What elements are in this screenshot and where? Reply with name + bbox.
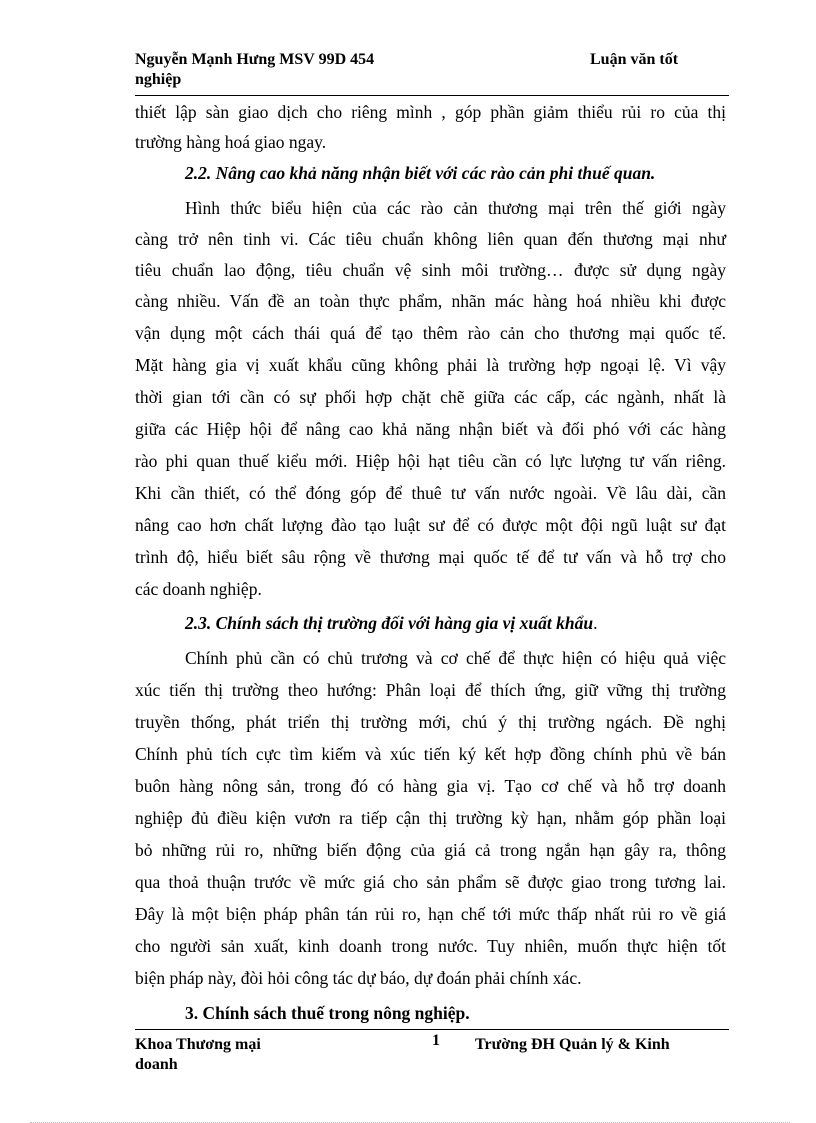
body-line: trình độ, hiểu biết sâu rộng về thương mại quốc tế để tư vấn và hỗ trợ cho — [135, 547, 726, 567]
body-line: thời gian tới cần có sự phối hợp chặt chẽ giữa các cấp, các ngành, nhất là — [135, 387, 726, 407]
section-heading-2-2: 2.2. Nâng cao khả năng nhận biết với các rào cản phi thuế quan. — [185, 163, 656, 183]
body-line: các doanh nghiệp. — [135, 579, 262, 599]
footer-school: Trường ĐH Quản lý & Kinh — [475, 1036, 670, 1053]
section-heading-2-3-text: 2.3. Chính sách thị trường đối với hàng gia vị xuất khẩu — [185, 613, 594, 633]
body-line: tiêu chuẩn lao động, tiêu chuẩn vệ sinh môi trường… được sử dụng ngày — [135, 260, 726, 280]
body-line: buôn hàng nông sản, trong đó có hàng gia vị. Tạo cơ chế và hỗ trợ doanh — [135, 776, 726, 796]
footer-faculty-line2: doanh — [135, 1056, 178, 1073]
body-line: thiết lập sàn giao dịch cho riêng mình , góp phần giảm thiểu rủi ro của thị — [135, 102, 726, 122]
page-footer — [135, 1032, 730, 1079]
body-line: cho người sản xuất, kinh doanh trong nước. Tuy nhiên, muốn thực hiện tốt — [135, 936, 726, 956]
body-line: vận dụng một cách thái quá để tạo thêm rào cản cho thương mại quốc tế. — [135, 323, 726, 343]
page-number: 1 — [432, 1032, 440, 1049]
page-header — [135, 50, 730, 94]
body-line: xúc tiến thị trường theo hướng: Phân loại để thích ứng, giữ vững thị trường — [135, 680, 726, 700]
footer-faculty — [135, 1035, 295, 1075]
body-line: Khi cần thiết, có thể đóng góp để thuê tư vấn nước ngoài. Về lâu dài, cần — [135, 483, 726, 503]
body-line: giữa các Hiệp hội để nâng cao khả năng nhận biết và đối phó với các hàng — [135, 419, 726, 439]
body-line: càng nhiều. Vấn đề an toàn thực phẩm, nhãn mác hàng hoá nhiều khi được — [135, 291, 726, 311]
body-line: Chính phủ tích cực tìm kiếm và xúc tiến ký kết hợp đồng chính phủ về bán — [135, 744, 726, 764]
header-doc-type: Luận văn tốt — [590, 51, 679, 68]
section-heading-3: 3. Chính sách thuế trong nông nghiệp. — [185, 1003, 470, 1023]
body-line: Chính phủ cần có chủ trương và cơ chế để thực hiện có hiệu quả việc — [185, 648, 726, 668]
body-line: Đây là một biện pháp phân tán rủi ro, hạn chế tới mức thấp nhất rủi ro về giá — [135, 904, 726, 924]
footer-faculty-line1: Khoa Thương mại — [135, 1036, 261, 1053]
body-line: qua thoả thuận trước về mức giá cho sản phẩm sẽ được giao trong tương lai. — [135, 872, 726, 892]
body-line: Mặt hàng gia vị xuất khẩu cũng không phải là trường hợp ngoại lệ. Vì vậy — [135, 355, 726, 375]
section-heading-2-3 — [185, 611, 726, 635]
body-line: truyền thống, phát triển thị trường mới, chú ý thị trường ngách. Đề nghị — [135, 712, 726, 732]
body-line: Hình thức biểu hiện của các rào cản thương mại trên thế giới ngày — [185, 198, 726, 218]
section-heading-2-3-period: . — [593, 613, 598, 633]
body-line: biện pháp này, đòi hỏi công tác dự báo, dự đoán phải chính xác. — [135, 968, 582, 988]
body-line: càng trở nên tinh vi. Các tiêu chuẩn không liên quan đến thương mại như — [135, 229, 726, 249]
header-author-line1: Nguyễn Mạnh Hưng MSV 99D 454 — [135, 51, 375, 68]
header-author-line2: nghiệp — [135, 71, 182, 88]
body-line: nghiệp đủ điều kiện vươn ra tiếp cận thị trường kỳ hạn, nhằm góp phần loại — [135, 808, 726, 828]
body-line: trường hàng hoá giao ngay. — [135, 132, 327, 152]
body-line: nâng cao hơn chất lượng đào tạo luật sư để có được một đội ngũ luật sư đạt — [135, 515, 726, 535]
footer-rule — [135, 1029, 729, 1030]
header-rule — [135, 95, 729, 96]
header-author — [135, 50, 440, 90]
body-line: rào phi quan thuế kiểu mới. Hiệp hội hạt tiêu cần có lực lượng tư vấn riêng. — [135, 451, 726, 471]
body-line: bỏ những rủi ro, những biến động của giá cả trong ngắn hạn gây ra, thông — [135, 840, 726, 860]
